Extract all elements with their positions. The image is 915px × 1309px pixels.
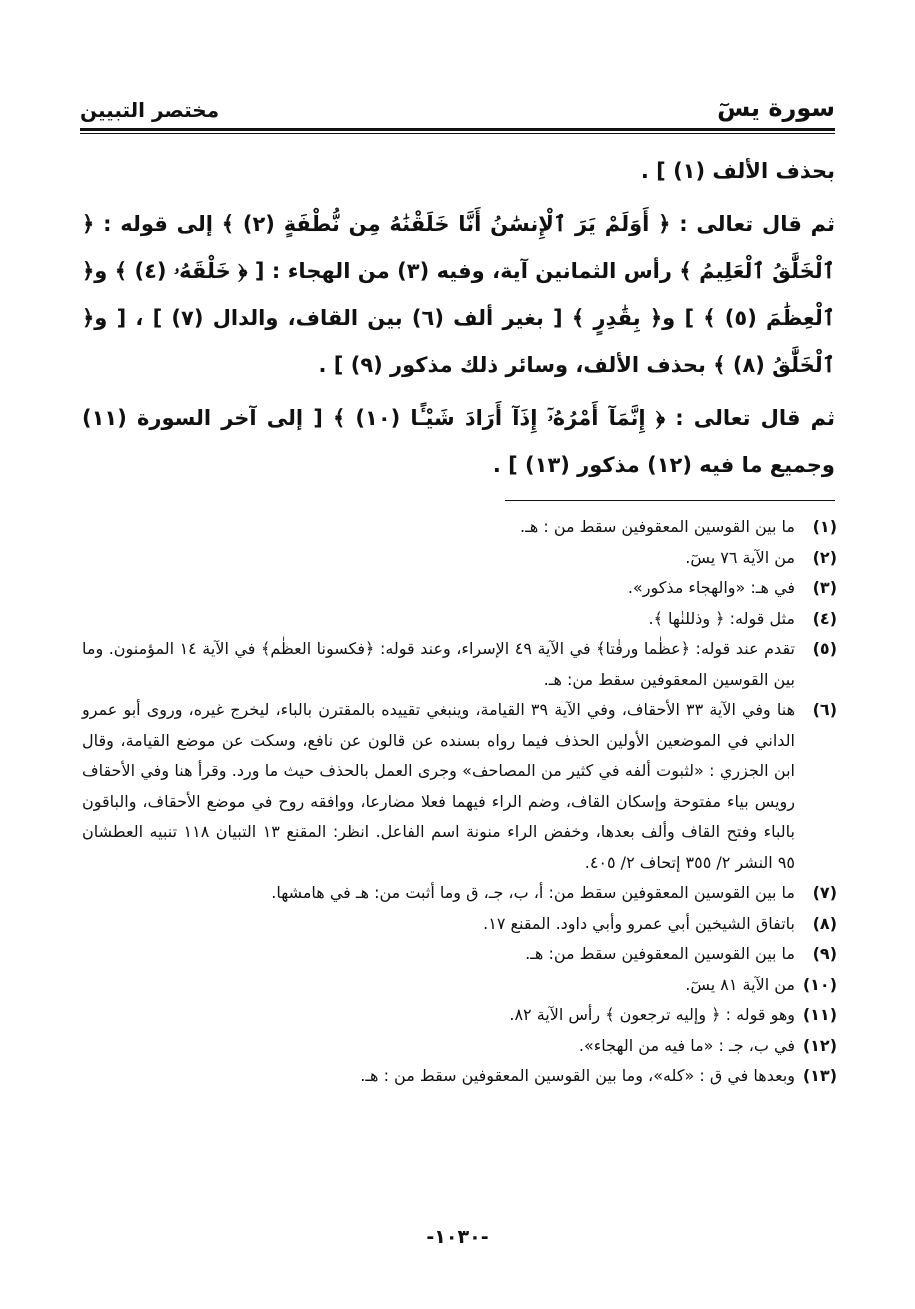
footnote-text: ما بين القوسين المعقوفين سقط من : هـ.: [520, 517, 795, 536]
header-divider-thin: [80, 133, 835, 134]
footnote: [82, 878, 837, 909]
footnote: [82, 604, 837, 635]
footnote: [82, 512, 837, 543]
surah-title: سورة يسٓ: [717, 94, 835, 122]
footnote-number: (٤): [812, 608, 837, 628]
footnote: [82, 1031, 837, 1062]
paragraph-1: بحذف الألف (١) ] .: [640, 159, 835, 183]
footnote-divider: [505, 500, 835, 501]
footnote-text: مثل قوله: ﴿ وذللنٰها ﴾.: [648, 608, 795, 628]
footnote-text: ما بين القوسين المعقوفين سقط من: هـ.: [525, 944, 795, 963]
main-text: [82, 148, 835, 495]
footnote: [82, 1061, 837, 1092]
footnotes: [82, 512, 837, 1092]
footnote-number: (٦): [812, 700, 837, 719]
footnote-text: في هـ: «والهجاء مذكور».: [627, 578, 795, 597]
footnote-number: (٨): [812, 913, 837, 933]
book-title: مختصر التبيين: [80, 98, 220, 122]
page-header: [80, 82, 835, 122]
footnote-text: من الآية ٨١ يسٓ.: [685, 974, 795, 994]
footnote: [82, 634, 837, 695]
paragraph-2: ثم قال تعالى : ﴿ أَوَلَمْ يَرَ ٱلْإِنسَٰنُ أَنَّا خَلَقْنَٰهُ مِن نُّطْفَةٍ (٢) ﴾ إلى قوله : ﴿ ٱلْخَلَّٰقُ ٱلْعَلِيمُ ﴾ رأس الثمانين آية، وفيه (٣) من الهجاء : [ ﴿ خَلْقَهُۥ (٤) ﴾ و﴿ ٱلْعِظَٰمَ (٥) ﴾ ] و﴿ بِقَٰدِرٍ ﴾ [ بغير ألف (٦) بين القاف، والدال (٧) ] ، [ و﴿ ٱلْخَلَّٰقُ (٨) ﴾ بحذف الألف، وسائر ذلك مذكور (٩) ] .: [82, 212, 836, 377]
paragraph-3: ثم قال تعالى : ﴿ إِنَّمَآ أَمْرُهُۥٓ إِذَآ أَرَادَ شَيْـًٔا (١٠) ﴾ [ إلى آخر السورة (١١) وجميع ما فيه (١٢) مذكور (١٣) ] .: [82, 406, 835, 477]
footnote-number: (٧): [812, 883, 837, 902]
footnote: [82, 909, 837, 940]
header-divider: [80, 128, 835, 131]
footnote-text: وبعدها في ق : «كله»، وما بين القوسين المعقوفين سقط من : هـ.: [360, 1066, 795, 1085]
footnote-text: باتفاق الشيخين أبي عمرو وأبي داود. المقنع ١٧.: [483, 913, 795, 933]
footnote-text: من الآية ٧٦ يسٓ.: [685, 547, 795, 567]
footnote-number: (١): [812, 517, 837, 536]
footnote-number: (٩): [812, 944, 837, 963]
footnote-text: ما بين القوسين المعقوفين سقط من: أ، ب، جـ، ق وما أثبت من: هـ في هامشها.: [271, 883, 795, 902]
footnote-number: (٥): [812, 639, 837, 658]
page-number: -١٠٣٠-: [426, 1226, 489, 1248]
footnote: [82, 970, 837, 1001]
footnote-number: (١٢): [802, 1035, 837, 1055]
footnote-number: (١٣): [802, 1066, 837, 1085]
footnote: [82, 695, 837, 878]
footnote-number: (١٠): [802, 974, 837, 994]
footnote-text: هنا وفي الآية ٣٣ الأحقاف، وفي الآية ٣٩ القيامة، وينبغي تقييده بالمقترن بالباء، ليخرج غيره، وروى أبو عمرو الداني في الموضعين الأولين الحذف فيما رواه بسنده عن قالون عن نافع، وسكت عن موضع القيامة، وقال ابن الجزري : «لثبوت ألفه في كثير من المصاحف» وجرى العمل بالحذف حيث ما ورد. وقرأ هنا وفي الأحقاف رويس بياء مفتوحة وإسكان القاف، وضم الراء فيهما فعلا مضارعا، ووافقه روح في موضع الأحقاف، والباقون بالباء وفتح القاف وألف بعدها، وخفض الراء منونة اسم الفاعل. انظر: المقنع ١٣ التبيان ١١٨ تنبيه العطشان ٩٥ النشر ٢/ ٣٥٥ إتحاف ٢/ ٤٠٥.: [82, 700, 796, 872]
footnote-number: (٢): [812, 547, 837, 567]
footnote: [82, 573, 837, 604]
footnote-text: تقدم عند قوله: ﴿عظٰما ورفٰتا﴾ في الآية ٤٩ الإسراء، وعند قوله: ﴿فكسونا العظٰم﴾ في الآية ١٤ المؤمنون. وما بين القوسين المعقوفين سقط من: هـ.: [82, 639, 795, 689]
footnote-text: وهو قوله : ﴿ وإليه ترجعون ﴾ رأس الآية ٨٢.: [509, 1005, 795, 1024]
footnote-number: (١١): [802, 1005, 837, 1024]
footnote: [82, 939, 837, 970]
footnote-number: (٣): [812, 578, 837, 597]
footnote: [82, 1000, 837, 1031]
footnote: [82, 543, 837, 574]
footnote-text: في ب، جـ : «ما فيه من الهجاء».: [578, 1035, 795, 1055]
